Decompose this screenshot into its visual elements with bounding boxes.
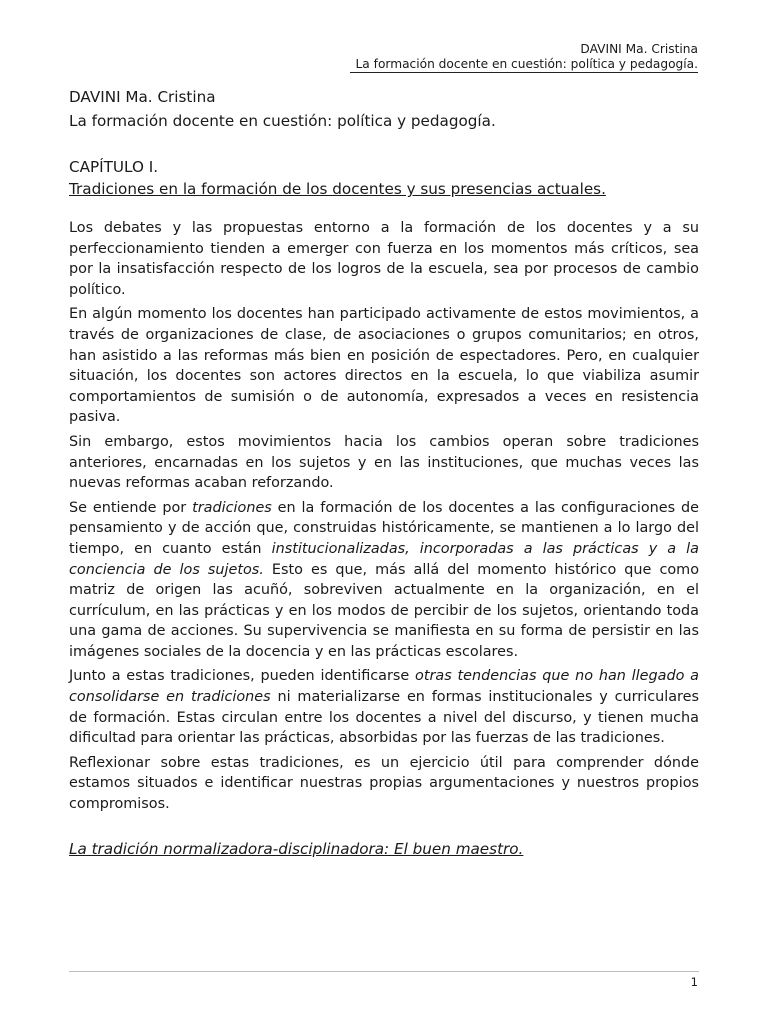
- paragraph-2: En algún momento los docentes han participado activamente de estos movimientos, a través de organizaciones de clase, de asociaciones o grupos comunitarios; en otros, han asistido a las reformas más bien en posición de espectadores. Pero, en cualquier situación, los docentes son actores directos en la escuela, lo que viabiliza asumir comportamientos de sumisión o de autonomía, expresados a veces en resistencia pasiva.: [69, 306, 699, 426]
- paragraph-4: [69, 498, 699, 663]
- page-number: 1: [690, 975, 698, 989]
- paragraph-6: Reflexionar sobre estas tradiciones, es un ejercicio útil para comprender dónde estamos situados e identificar nuestras propias argumentaciones y nuestros propios compromisos.: [69, 754, 699, 813]
- section-title: La tradición normalizadora-disciplinadora: El buen maestro.: [69, 839, 524, 858]
- chapter-number: CAPÍTULO I.: [69, 158, 159, 176]
- document-title: La formación docente en cuestión: política y pedagogía.: [69, 112, 496, 130]
- paragraph-5-text-a: Junto a estas tradiciones, pueden identificarse: [69, 668, 416, 685]
- footer-divider: [69, 971, 699, 972]
- paragraph-5: [69, 666, 699, 748]
- paragraph-5-text-c: ni materializarse en formas institucionales y curriculares de formación. Estas circulan entre los docentes a nivel del discurso, y tienen mucha dificultad para orientar las prácticas, absorbidas por las fuerzas de las tradiciones.: [69, 689, 699, 747]
- header-author: DAVINI Ma. Cristina: [580, 42, 698, 56]
- header-title: La formación docente en cuestión: política y pedagogía.: [350, 57, 698, 73]
- paragraph-5-emphasis: otras tendencias que no han llegado a consolidarse en tradiciones: [69, 668, 700, 706]
- chapter-title: Tradiciones en la formación de los docentes y sus presencias actuales.: [69, 180, 606, 198]
- running-header: [350, 42, 698, 73]
- paragraph-1: Los debates y las propuestas entorno a la formación de los docentes y a su perfeccionamiento tienden a emerger con fuerza en los momentos más críticos, sea por la insatisfacción respecto de los logros de la escuela, sea por procesos de cambio político.: [69, 220, 699, 298]
- document-body: [69, 86, 699, 860]
- paragraph-4-text-a: Se entiende por: [69, 499, 193, 516]
- paragraph-4-emphasis-institucionalizadas: institucionalizadas, incorporadas a las prácticas y a la conciencia de los sujetos.: [69, 540, 699, 578]
- paragraph-4-text-c: en la formación de los docentes a las configuraciones de pensamiento y de acción que, construidas históricamente, se mantienen a lo largo del tiempo, en cuanto están: [69, 499, 699, 557]
- document-author: DAVINI Ma. Cristina: [69, 88, 216, 106]
- paragraph-4-emphasis-tradiciones: tradiciones: [192, 499, 272, 516]
- paragraph-3: Sin embargo, estos movimientos hacia los cambios operan sobre tradiciones anteriores, encarnadas en los sujetos y en las instituciones, que muchas veces las nuevas reformas acaban reforzando.: [69, 433, 699, 492]
- paragraph-4-text-e: Esto es que, más allá del momento histórico que como matriz de origen las acuñó, sobreviven actualmente en la organización, en el currículum, en las prácticas y en los modos de percibir de los sujetos, orientando toda una gama de acciones. Su supervivencia se manifiesta en su forma de persistir en las imágenes sociales de la docencia y en las prácticas escolares.: [69, 561, 699, 660]
